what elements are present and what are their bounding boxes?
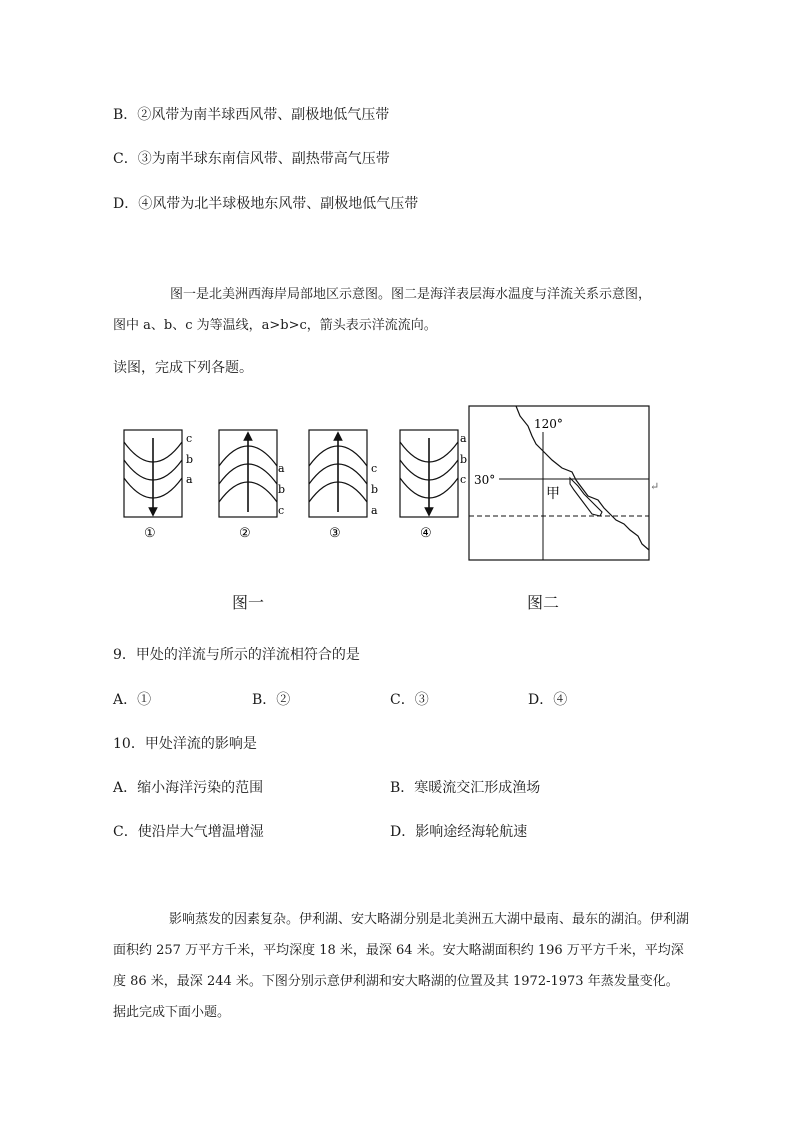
panel-2-label-1: a: [278, 462, 285, 475]
return-mark: ↵: [650, 480, 660, 493]
panel-2-label-2: b: [278, 483, 286, 496]
panel-2: [219, 430, 277, 517]
panel-4-number: ④: [420, 526, 432, 541]
panel-4: [400, 430, 458, 517]
panel-2-number: ②: [239, 526, 251, 541]
panel-1-label-3: a: [186, 473, 193, 486]
longitude-label: 120°: [534, 417, 563, 431]
figure-two-map: [466, 402, 666, 564]
q8-option-c: C．③为南半球东南信风带、副热带高气压带: [113, 151, 390, 167]
q9-option-c[interactable]: C．③: [390, 692, 429, 708]
q9-option-a[interactable]: A．①: [113, 692, 152, 708]
intro-line-2: 图中 a、b、c 为等温线，a>b>c，箭头表示洋流流向。: [113, 318, 437, 333]
panel-1: [124, 430, 182, 517]
q10-option-b[interactable]: B．寒暖流交汇形成渔场: [390, 780, 541, 796]
q10-stem: 10．甲处洋流的影响是: [113, 736, 257, 752]
panel-2-label-3: c: [278, 504, 285, 517]
panel-3-number: ③: [329, 526, 341, 541]
q8-option-d: D．④风带为北半球极地东风带、副极地低气压带: [113, 196, 419, 212]
panel-4-label-3: c: [460, 473, 467, 486]
figure-one-caption: 图一: [232, 593, 265, 612]
q9-stem: 9．甲处的洋流与所示的洋流相符合的是: [113, 647, 360, 663]
panel-3: [309, 430, 367, 517]
passage-paragraph: 影响蒸发的因素复杂。伊利湖、安大略湖分别是北美洲五大湖中最南、最东的湖泊。伊利湖面积约 257 万平方千米，平均深度 18 米，最深 64 米。安大略湖面积约 196 万平方千米，平均深度 86 米，最深 244 米。下图分别示意伊利湖和安大略湖的位置及其 1972-1973 年蒸发量变化。据此完成下面小题。: [113, 912, 690, 1020]
panel-1-number: ①: [144, 526, 156, 541]
panel-1-label-2: b: [186, 453, 194, 466]
panel-1-label-1: c: [186, 432, 193, 445]
panel-3-label-3: a: [371, 504, 378, 517]
q8-option-b: B．②风带为南半球西风带、副极地低气压带: [113, 107, 390, 123]
location-jia-label: 甲: [546, 486, 560, 502]
intro-line-1: 图一是北美洲西海岸局部地区示意图。图二是海洋表层海水温度与洋流关系示意图，: [170, 287, 652, 302]
panel-4-label-1: a: [460, 432, 467, 445]
figure-two-caption: 图二: [527, 593, 560, 612]
q9-option-b[interactable]: B．②: [252, 692, 291, 708]
latitude-label: 30°: [474, 473, 496, 487]
figure-one-diagram: [110, 420, 470, 545]
q10-option-d[interactable]: D．影响途经海轮航速: [390, 824, 528, 840]
panel-3-label-1: c: [371, 462, 378, 475]
q9-option-d[interactable]: D．④: [528, 692, 568, 708]
q10-option-c[interactable]: C．使沿岸大气增温增湿: [113, 824, 264, 840]
panel-4-label-2: b: [460, 453, 468, 466]
intro-instruction: 读图，完成下列各题。: [113, 360, 253, 376]
panel-3-label-2: b: [371, 483, 379, 496]
q10-option-a[interactable]: A．缩小海洋污染的范围: [113, 780, 264, 796]
